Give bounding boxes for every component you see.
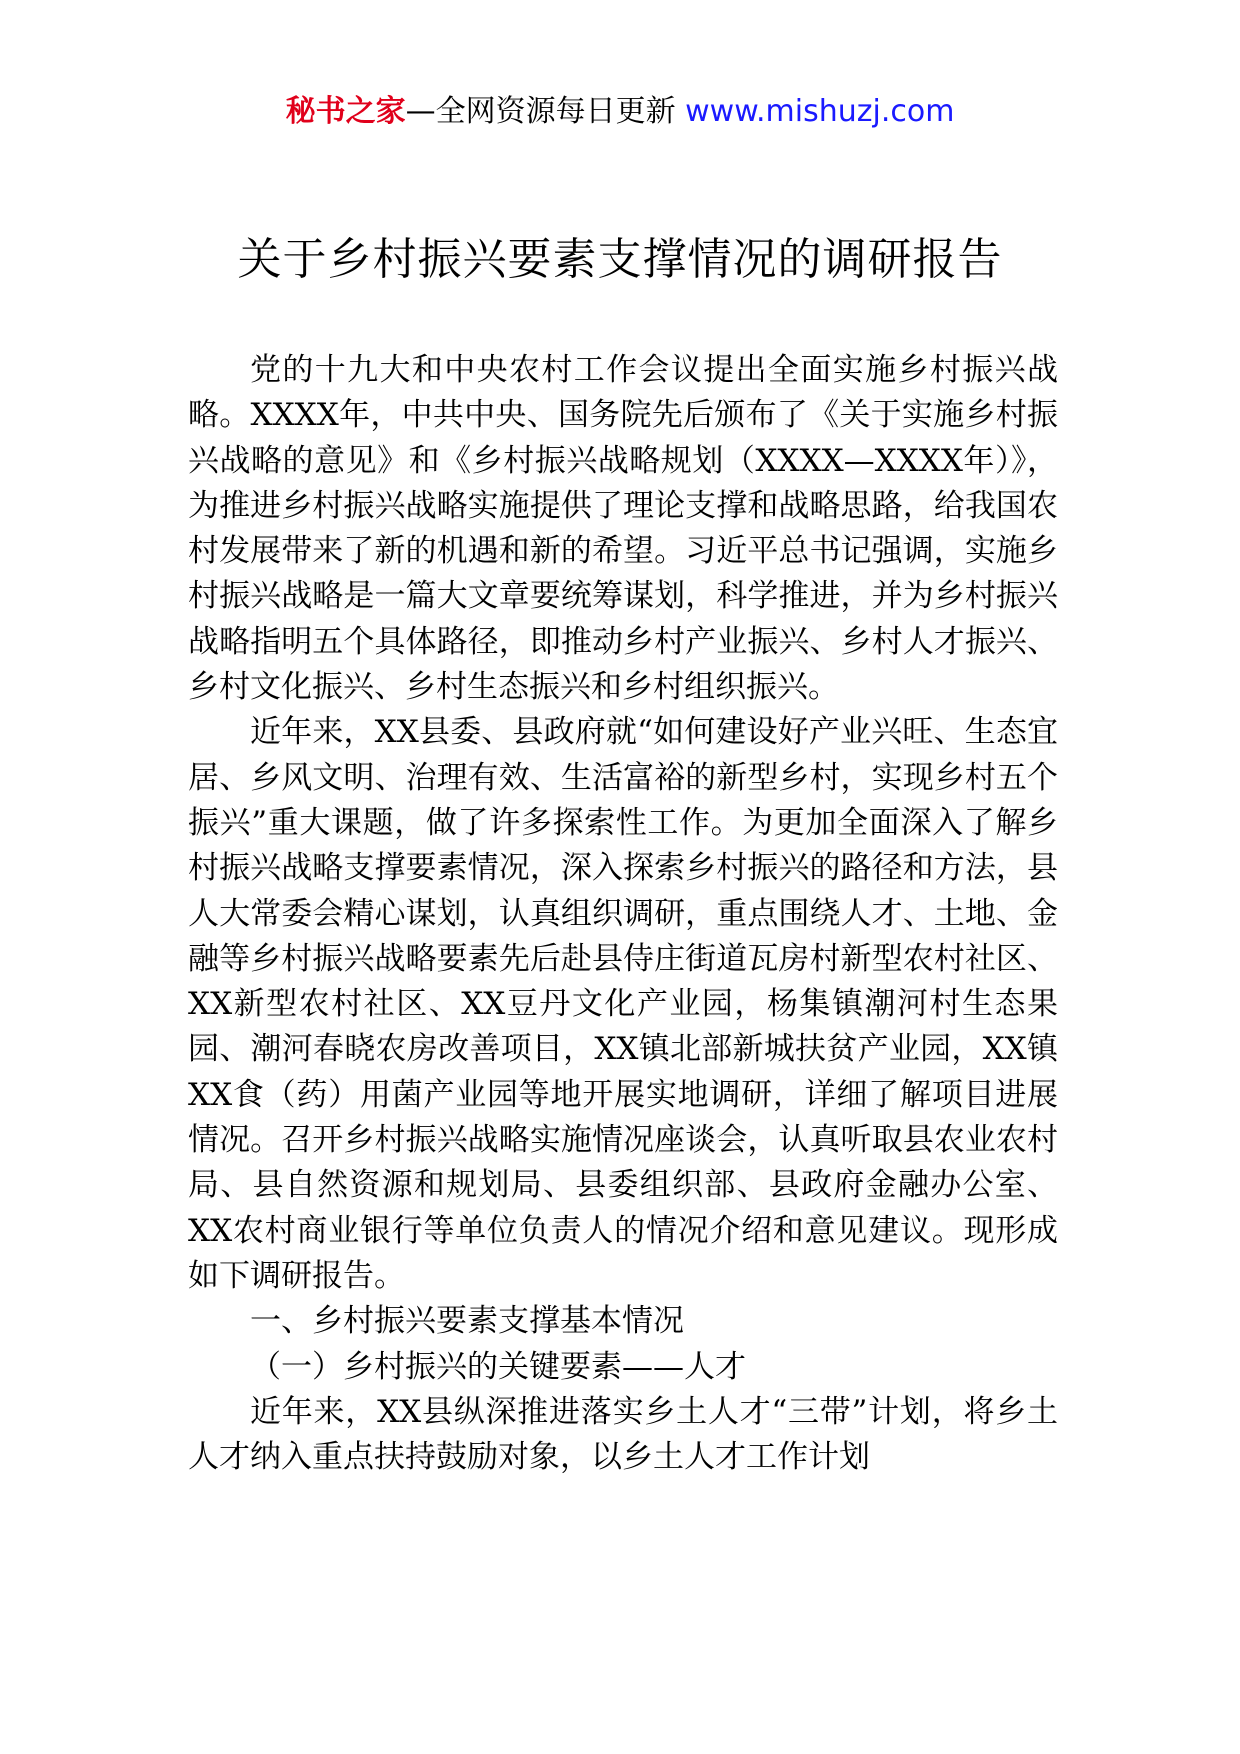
document-body <box>188 348 1058 1480</box>
document-title: 关于乡村振兴要素支撑情况的调研报告 <box>237 234 1003 285</box>
site-url-link[interactable]: www.mishuzj.com <box>685 94 955 129</box>
subsection-heading-1: （一）乡村振兴的关键要素——人才 <box>250 1348 746 1385</box>
site-tagline: —全网资源每日更新 <box>405 94 686 129</box>
paragraph-talent: 近年来，XX县纵深推进落实乡土人才“三带”计划，将乡土人才纳入重点扶持鼓励对象，以乡土人才工作计划 <box>188 1393 1058 1476</box>
site-header <box>0 92 1240 132</box>
paragraph-background: 近年来，XX县委、县政府就“如何建设好产业兴旺、生态宜居、乡风文明、治理有效、生活富裕的新型乡村，实现乡村五个振兴”重大课题，做了许多探索性工作。为更加全面深入了解乡村振兴战略支撑要素情况，深入探索乡村振兴的路径和方法，县人大常委会精心谋划，认真组织调研，重点围绕人才、土地、金融等乡村振兴战略要素先后赴县侍庄街道瓦房村新型农村社区、XX新型农村社区、XX豆丹文化产业园，杨集镇潮河村生态果园、潮河春晓农房改善项目，XX镇北部新城扶贫产业园，XX镇XX食（药）用菌产业园等地开展实地调研，详细了解项目进展情况。召开乡村振兴战略实施情况座谈会，认真听取县农业农村局、县自然资源和规划局、县委组织部、县政府金融办公室、XX农村商业银行等单位负责人的情况介绍和意见建议。现形成如下调研报告。 <box>188 714 1058 1294</box>
section-heading-1: 一、乡村振兴要素支撑基本情况 <box>250 1303 684 1340</box>
paragraph-intro: 党的十九大和中央农村工作会议提出全面实施乡村振兴战略。XXXX年，中共中央、国务院先后颁布了《关于实施乡村振兴战略的意见》和《乡村振兴战略规划（XXXX—XXXX年）》，为推进乡村振兴战略实施提供了理论支撑和战略思路，给我国农村发展带来了新的机遇和新的希望。习近平总书记强调，实施乡村振兴战略是一篇大文章要统筹谋划，科学推进，并为乡村振兴战略指明五个具体路径，即推动乡村产业振兴、乡村人才振兴、乡村文化振兴、乡村生态振兴和乡村组织振兴。 <box>188 352 1058 706</box>
site-brand: 秘书之家 <box>285 94 406 129</box>
